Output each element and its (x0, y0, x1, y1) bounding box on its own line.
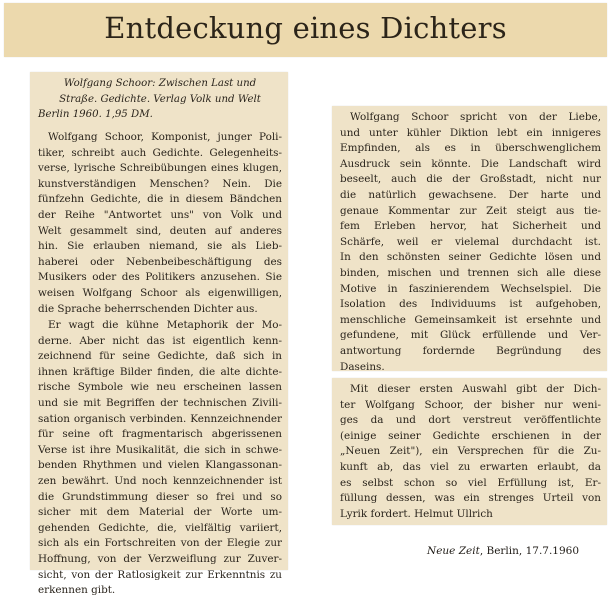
source-credit (427, 545, 579, 557)
text-line: fem Erleben hervor, hat Sicherheit und (340, 220, 601, 233)
text-line: zen bewährt. Und noch kennzeichnender ist (38, 474, 282, 487)
text-line: hin. Sie erlauben niemand, sie als Lieb- (38, 240, 282, 253)
text-line: (einige seiner Gedichte erschienen in der (340, 429, 601, 442)
text-line: die natürlich gewachsene. Der harte und (340, 188, 601, 201)
text-line: weisen Wolfgang Schoor als eigenwilligen, (38, 286, 282, 299)
paragraph-love (340, 110, 601, 375)
bibliographic-note (38, 76, 282, 123)
text-line: In den schönsten seiner Gedichte lösen und (340, 251, 601, 264)
text-line: tiker, schreibt auch Gedichte. Gelegenheits- (38, 146, 282, 159)
left-column-clipping (30, 72, 288, 597)
text-line: zeichnend für seine Gedichte, daß sich in (38, 350, 282, 363)
headline-clipping (4, 3, 607, 57)
text-line: Musikers oder des Politikers anzusehen. Sie (38, 271, 282, 284)
text-line: Straße. Gedichte. Verlag Volk und Welt (59, 93, 261, 105)
text-line: und sie mit Begriffen der technischen Zivili- (38, 396, 282, 409)
text-line: erkennen gibt. (38, 584, 116, 597)
text-line: kunft ab, das viel zu erwarten erlaubt, da (340, 460, 601, 473)
text-line: Hoffnung, von der Verzweiflung zur Zuver- (38, 552, 282, 565)
text-line: binden, mischen und trennen sich alle diese (340, 266, 601, 279)
text-line: fünfzehn Gedichte, die in diesem Bändchen (38, 193, 282, 206)
headline: Entdeckung eines Dichters (104, 11, 507, 45)
right-column-clipping-bottom (332, 378, 607, 525)
text-line: Er wagt die kühne Metaphorik der Mo- (48, 319, 282, 331)
text-line: derne. Aber nicht das ist eigentlich kenn- (38, 334, 282, 347)
text-line: ter Wolfgang Schoor, der bisher nur weni- (340, 398, 601, 411)
text-line: für seine oft fragmentarisch abgerissenen (38, 428, 282, 441)
text-line: gefundene, mit Glück erfüllende und Ver- (340, 329, 601, 342)
text-line: Isolation des Individuums ist aufgehoben, (340, 298, 601, 311)
text-line: Empfinden, als es in überschwenglichem (340, 142, 601, 155)
text-line: haberei oder Nebenbeibeschäftigung des (38, 255, 282, 268)
text-line: Lyrik fordert. Helmut Ullrich (340, 507, 493, 520)
text-line: Mit dieser ersten Auswahl gibt der Dich- (350, 383, 601, 395)
right-column-clipping-top (332, 106, 607, 371)
paragraph-metaphor (38, 318, 282, 599)
text-line: ges da und dort verstreut veröffentlichte (340, 414, 601, 427)
text-line: Verse ist ihre Musikalität, die sich in schwe- (38, 443, 282, 456)
text-line: und unter kühler Diktion lebt ein innigeres (340, 126, 601, 139)
text-line: der Reihe "Antwortet uns" von Volk und (38, 208, 282, 221)
text-line: sicher mit dem Material der Worte um- (38, 506, 282, 519)
text-line: gehenden Gedichte, die, vielfältig variiert, (38, 521, 282, 534)
text-line: Ausdruck sein könnte. Die Landschaft wird (340, 157, 601, 170)
text-line: Wolfgang Schoor: Zwischen Last und (63, 78, 257, 89)
text-line: verse, lyrische Schreibübungen eines klugen, (38, 162, 282, 175)
paragraph-conclusion (340, 382, 601, 522)
publication-name: Neue Zeit (427, 545, 480, 557)
text-line: „Neuen Zeit"), ein Versprechen für die Zu- (340, 445, 601, 458)
text-line: Welt gesammelt sind, deuten auf anderes (38, 224, 282, 237)
text-line: Daseins. (340, 360, 385, 373)
text-line: sicht, von der Ratlosigkeit zur Erkenntnis zu (38, 568, 282, 581)
text-line: es selbst schon so viel Erfüllung ist, Er- (340, 476, 601, 489)
text-line: die Sprache beherrschenden Dichter aus. (38, 302, 258, 315)
text-line: sation organisch verbinden. Kennzeichnender (38, 412, 282, 425)
text-line: Schärfe, weil er vielemal durchdacht ist. (340, 235, 601, 248)
text-line: antwortung fordernde Begründung des (340, 344, 601, 357)
text-line: kunstverständigen Menschen? Nein. Die (38, 177, 282, 190)
credit-place-date: , Berlin, 17.7.1960 (479, 545, 580, 557)
text-line: Berlin 1960. 1,95 DM. (38, 109, 153, 121)
text-line: beseelt, auch die der Großstadt, nicht nur (340, 173, 601, 186)
text-line: Motive in faszinierendem Wechselspiel. Die (340, 282, 601, 295)
text-line: sich als ein Fortschreiten von der Elegie zur (38, 537, 282, 550)
text-line: füllung dessen, was ein strenges Urteil von (340, 492, 601, 505)
text-line: benden Rhythmen und vielen Klangassonan- (38, 459, 282, 472)
text-line: Wolfgang Schoor, Komponist, junger Poli- (48, 131, 282, 143)
text-line: ihnen kräftige Bilder finden, die alte dichte- (38, 365, 282, 378)
text-line: Wolfgang Schoor spricht von der Liebe, (350, 111, 601, 123)
text-line: menschliche Gemeinsamkeit ist ersehnte und (340, 313, 601, 326)
text-line: genaue Kommentar zur Zeit steigt aus tie- (340, 204, 601, 217)
paragraph-intro (38, 130, 282, 317)
text-line: rische Symbole wie neu erscheinen lassen (38, 381, 282, 394)
text-line: die Grundstimmung dieser so frei und so (38, 490, 282, 503)
